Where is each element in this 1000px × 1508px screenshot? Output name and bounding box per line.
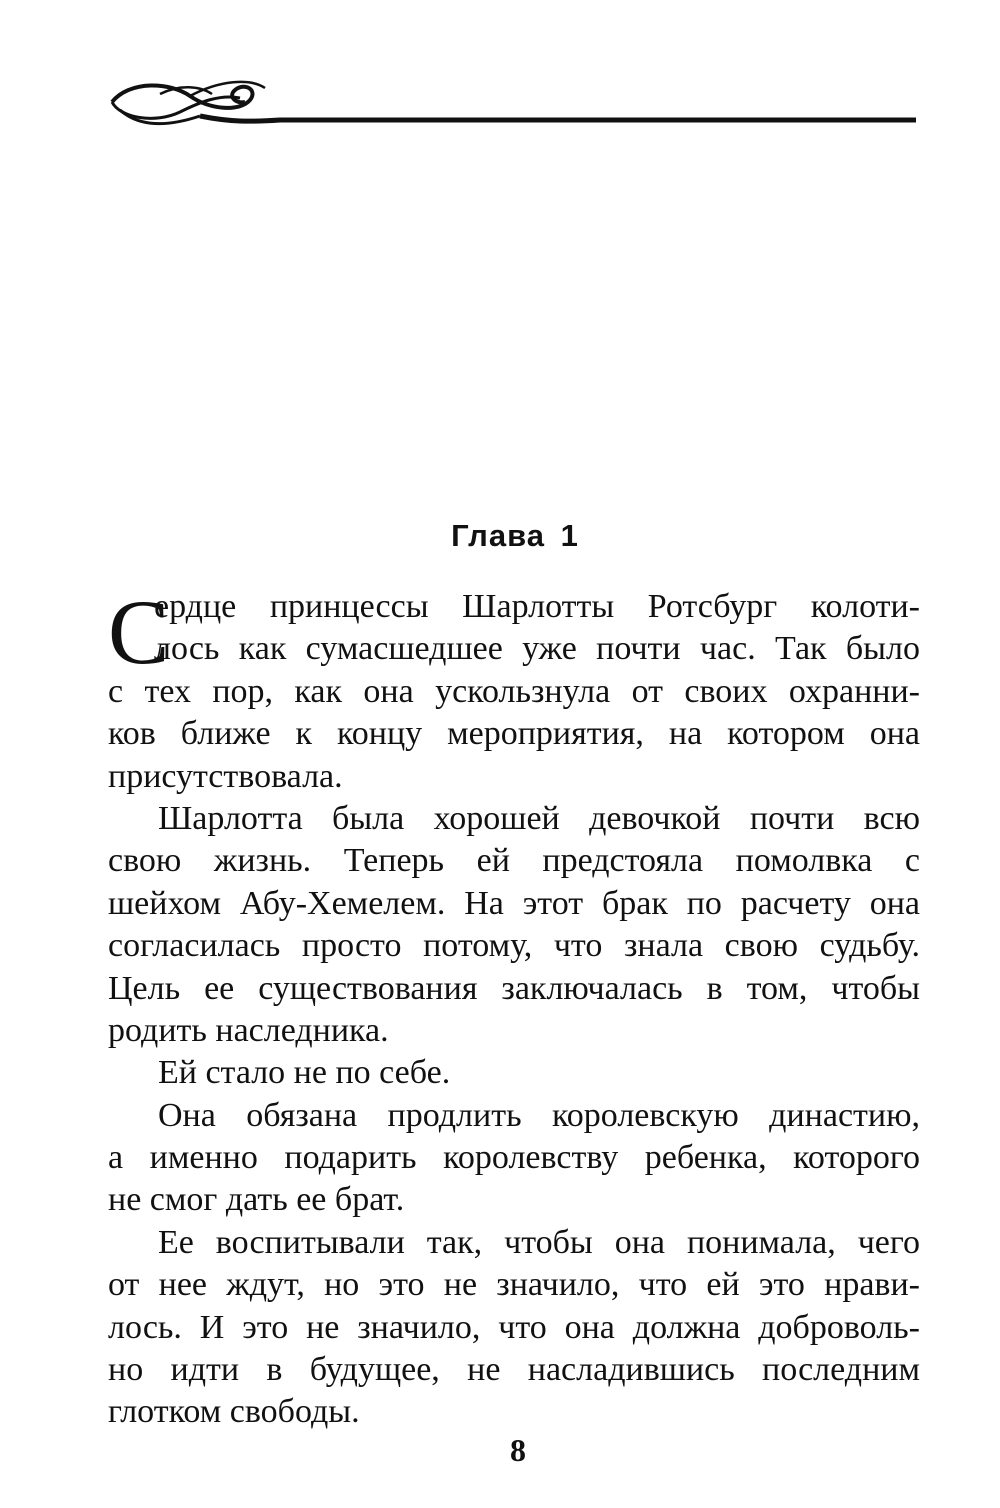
text-line: Она обязана продлить королевскую династию, <box>158 1096 920 1134</box>
drop-cap: С <box>108 581 170 683</box>
text-line: с тех пор, как она ускользнула от своих охранни- <box>108 672 920 710</box>
text-line: от нее ждут, но это не значило, что ей это нрави- <box>108 1266 920 1304</box>
text-line: Ее воспитывали так, чтобы она понимала, чего <box>158 1223 920 1261</box>
text-line: лось. И это не значило, что она должна доброволь- <box>108 1308 920 1346</box>
chapter-body <box>108 581 920 1434</box>
text-line: Ей стало не по себе. <box>158 1054 451 1092</box>
text-line: Шарлотта была хорошей девочкой почти всю <box>158 799 920 837</box>
chapter-title: Глава 1 <box>451 518 579 553</box>
text-line: шейхом Абу-Хемелем. На этот брак по расчету она <box>108 884 920 922</box>
text-line: а именно подарить королевству ребенка, которого <box>108 1139 920 1177</box>
text-line: ков ближе к концу мероприятия, на котором она <box>108 715 920 753</box>
text-line: согласилась просто потому, что знала свою судьбу. <box>108 927 920 965</box>
text-line: свою жизнь. Теперь ей предстояла помолвка с <box>108 842 920 880</box>
text-line: присутствовала. <box>108 757 343 795</box>
text-line: Цель ее существования заключалась в том, чтобы <box>108 969 920 1007</box>
text-line: но идти в будущее, не насладившись последним <box>108 1351 920 1389</box>
text-line: не смог дать ее брат. <box>108 1181 405 1219</box>
page-number: 8 <box>510 1432 526 1468</box>
text-line: родить наследника. <box>108 1011 389 1049</box>
text-line: глотком свободы. <box>108 1393 360 1431</box>
first-paragraph-start <box>108 581 920 683</box>
text-line: ердце принцессы Шарлотты Ротсбург колоти- <box>154 588 920 625</box>
header-ornament <box>100 72 920 142</box>
text-line: лось как сумасшедшее уже почти час. Так было <box>154 630 920 668</box>
